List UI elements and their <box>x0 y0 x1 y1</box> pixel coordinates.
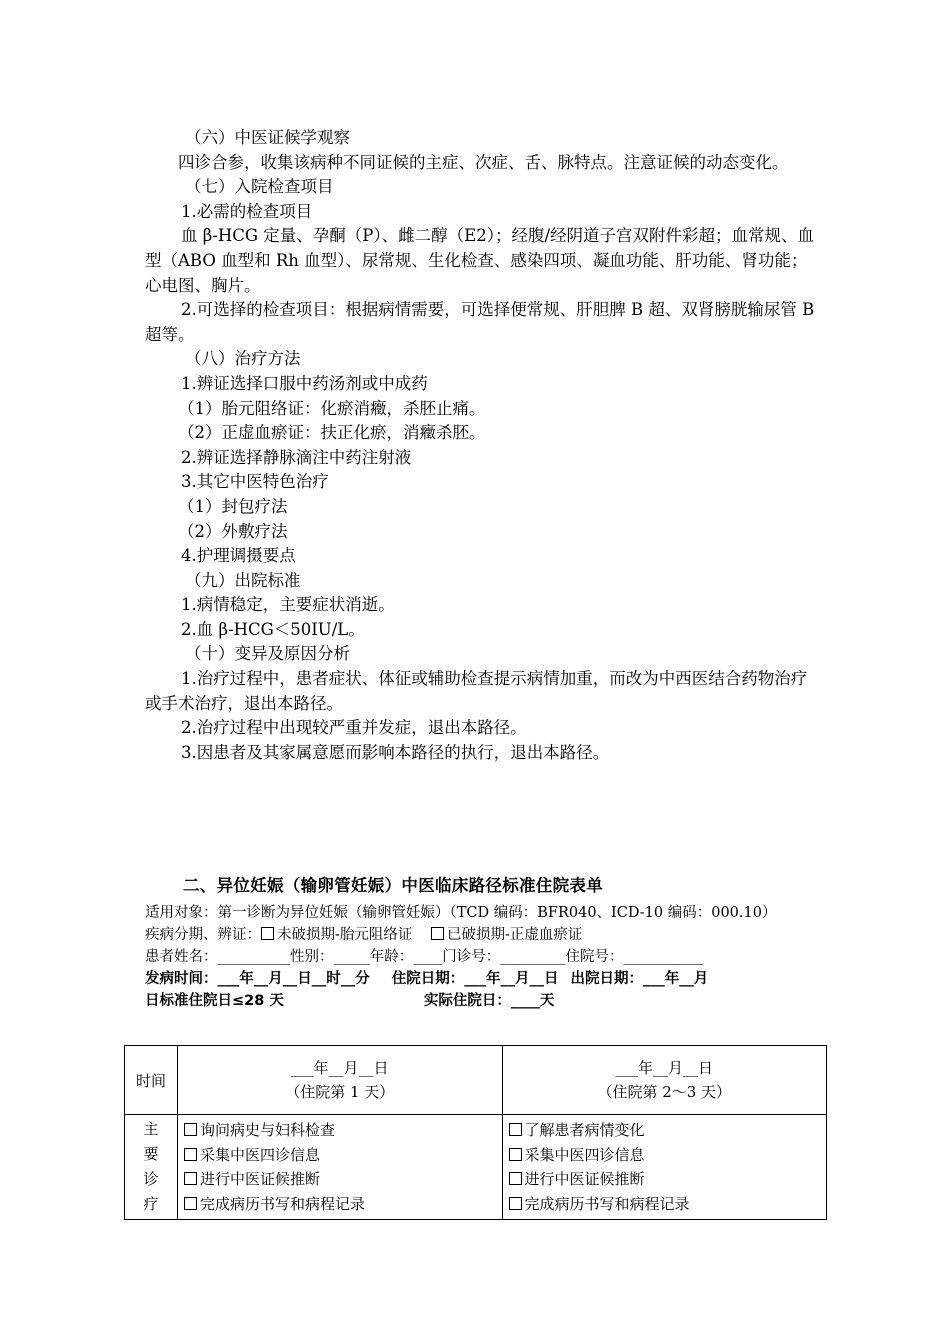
stage-line <box>145 924 825 946</box>
stay-days-line <box>145 990 825 1012</box>
paragraph: 血 β-HCG 定量、孕酮（P）、雌二醇（E2）；经腹/经阴道子宫双附件彩超；血常规、血型（ABO 血型和 Rh 血型）、尿常规、生化检查、感染四项、凝血功能、肝功能、肾功能；心电图、胸片。 <box>145 226 815 295</box>
clinical-pathway-table <box>124 1045 827 1220</box>
paragraph: （七）入院检查项目 <box>185 177 334 197</box>
day1-label: （住院第 1 天） <box>285 1083 395 1101</box>
paragraph: 1.必需的检查项目 <box>181 201 313 221</box>
patient-info-line: 患者姓名：__________性别：_____年龄：____门诊号：_________住院号：___________ <box>145 949 704 965</box>
list-item: 完成病历书写和病程记录 <box>509 1192 827 1217</box>
checkbox[interactable] <box>184 1197 197 1210</box>
dates-line <box>145 968 825 990</box>
time-header: 时间 <box>125 1046 178 1115</box>
form-title: 二、异位妊娠（输卵管妊娠）中医临床路径标准住院表单 <box>183 876 603 895</box>
scope-line: 适用对象：第一诊断为异位妊娠（输卵管妊娠）（TCD 编码：BFR040、ICD-10 编码：000.10） <box>145 905 777 921</box>
paragraph: （九）出院标准 <box>185 570 301 590</box>
day1-tasks <box>178 1115 503 1220</box>
day2-3-label: （住院第 2～3 天） <box>597 1083 732 1101</box>
list-item: 进行中医证候推断 <box>184 1167 502 1192</box>
list-item: 采集中医四诊信息 <box>509 1143 827 1168</box>
actual-stay-days: 实际住院日：____天 <box>423 993 555 1009</box>
paragraph: （六）中医证候学观察 <box>185 128 350 147</box>
list-item: 完成病历书写和病程记录 <box>184 1192 502 1217</box>
onset-time: 发病时间：___年__月__日__时__分 <box>145 971 370 987</box>
day2-3-tasks <box>502 1115 827 1220</box>
paragraph: 四诊合参，收集该病种不同证候的主症、次症、舌、脉特点。注意证候的动态变化。 <box>178 152 789 172</box>
paragraph: 2.辨证选择静脉滴注中药注射液 <box>181 447 412 467</box>
table-header-row <box>125 1046 827 1115</box>
stage-option-2: 已破损期-正虚血瘀证 <box>447 927 583 943</box>
standard-stay-days: 日标准住院日≤28 天 <box>145 993 284 1009</box>
paragraph: （八）治疗方法 <box>185 349 301 369</box>
list-item: 询问病史与妇科检查 <box>184 1118 502 1143</box>
day2-3-date: ___年__月__日 <box>615 1059 713 1077</box>
list-item: 了解患者病情变化 <box>509 1118 827 1143</box>
checkbox[interactable] <box>184 1148 197 1161</box>
stage-option-1: 未破损期-胎元阻络证 <box>277 927 413 943</box>
checkbox-unruptured[interactable] <box>261 927 274 940</box>
paragraph: （2）外敷疗法 <box>178 521 288 541</box>
checkbox[interactable] <box>509 1148 522 1161</box>
stage-label: 疾病分期、辨证： <box>145 927 261 943</box>
paragraph: 4.护理调摄要点 <box>181 546 296 566</box>
paragraph: 3.因患者及其家属意愿而影响本路径的执行，退出本路径。 <box>181 742 610 762</box>
admission-form-header <box>145 872 825 1012</box>
checkbox-ruptured[interactable] <box>431 927 444 940</box>
paragraph: 2.血 β-HCG＜50IU/L。 <box>181 619 365 639</box>
paragraph: （1）封包疗法 <box>178 496 288 516</box>
list-item: 采集中医四诊信息 <box>184 1143 502 1168</box>
paragraph: （2）正虚血瘀证：扶正化瘀，消癥杀胚。 <box>178 423 486 443</box>
paragraph: 2.治疗过程中出现较严重并发症，退出本路径。 <box>181 718 527 738</box>
list-item: 进行中医证候推断 <box>509 1167 827 1192</box>
checkbox[interactable] <box>184 1123 197 1136</box>
checkbox[interactable] <box>509 1172 522 1185</box>
paragraph: （十）变异及原因分析 <box>185 644 350 664</box>
day1-date: ___年__月__日 <box>290 1059 389 1077</box>
paragraph: （1）胎元阻络证：化瘀消癥，杀胚止痛。 <box>178 398 486 418</box>
checkbox[interactable] <box>509 1123 522 1136</box>
checkbox[interactable] <box>509 1197 522 1210</box>
paragraph: 1.治疗过程中，患者症状、体征或辅助检查提示病情加重，而改为中西医结合药物治疗或手术治疗，退出本路径。 <box>145 669 808 713</box>
paragraph: 1.辨证选择口服中药汤剂或中成药 <box>181 373 428 393</box>
table-row <box>125 1115 827 1220</box>
day2-3-header <box>502 1046 827 1115</box>
discharge-date: 出院日期：___年__月 <box>570 971 709 987</box>
paragraph: 3.其它中医特色治疗 <box>181 472 329 492</box>
clinical-path-text <box>145 126 815 765</box>
paragraph: 1.病情稳定，主要症状消逝。 <box>181 595 395 615</box>
paragraph: 2.可选择的检查项目：根据病情需要，可选择便常规、肝胆脾 B 超、双肾膀胱输尿管 B 超等。 <box>145 300 815 344</box>
admission-date: 住院日期：___年__月__日 <box>391 971 559 987</box>
day1-header <box>178 1046 503 1115</box>
checkbox[interactable] <box>184 1172 197 1185</box>
main-diagnosis-label: 主 要 诊 疗 <box>125 1115 178 1220</box>
